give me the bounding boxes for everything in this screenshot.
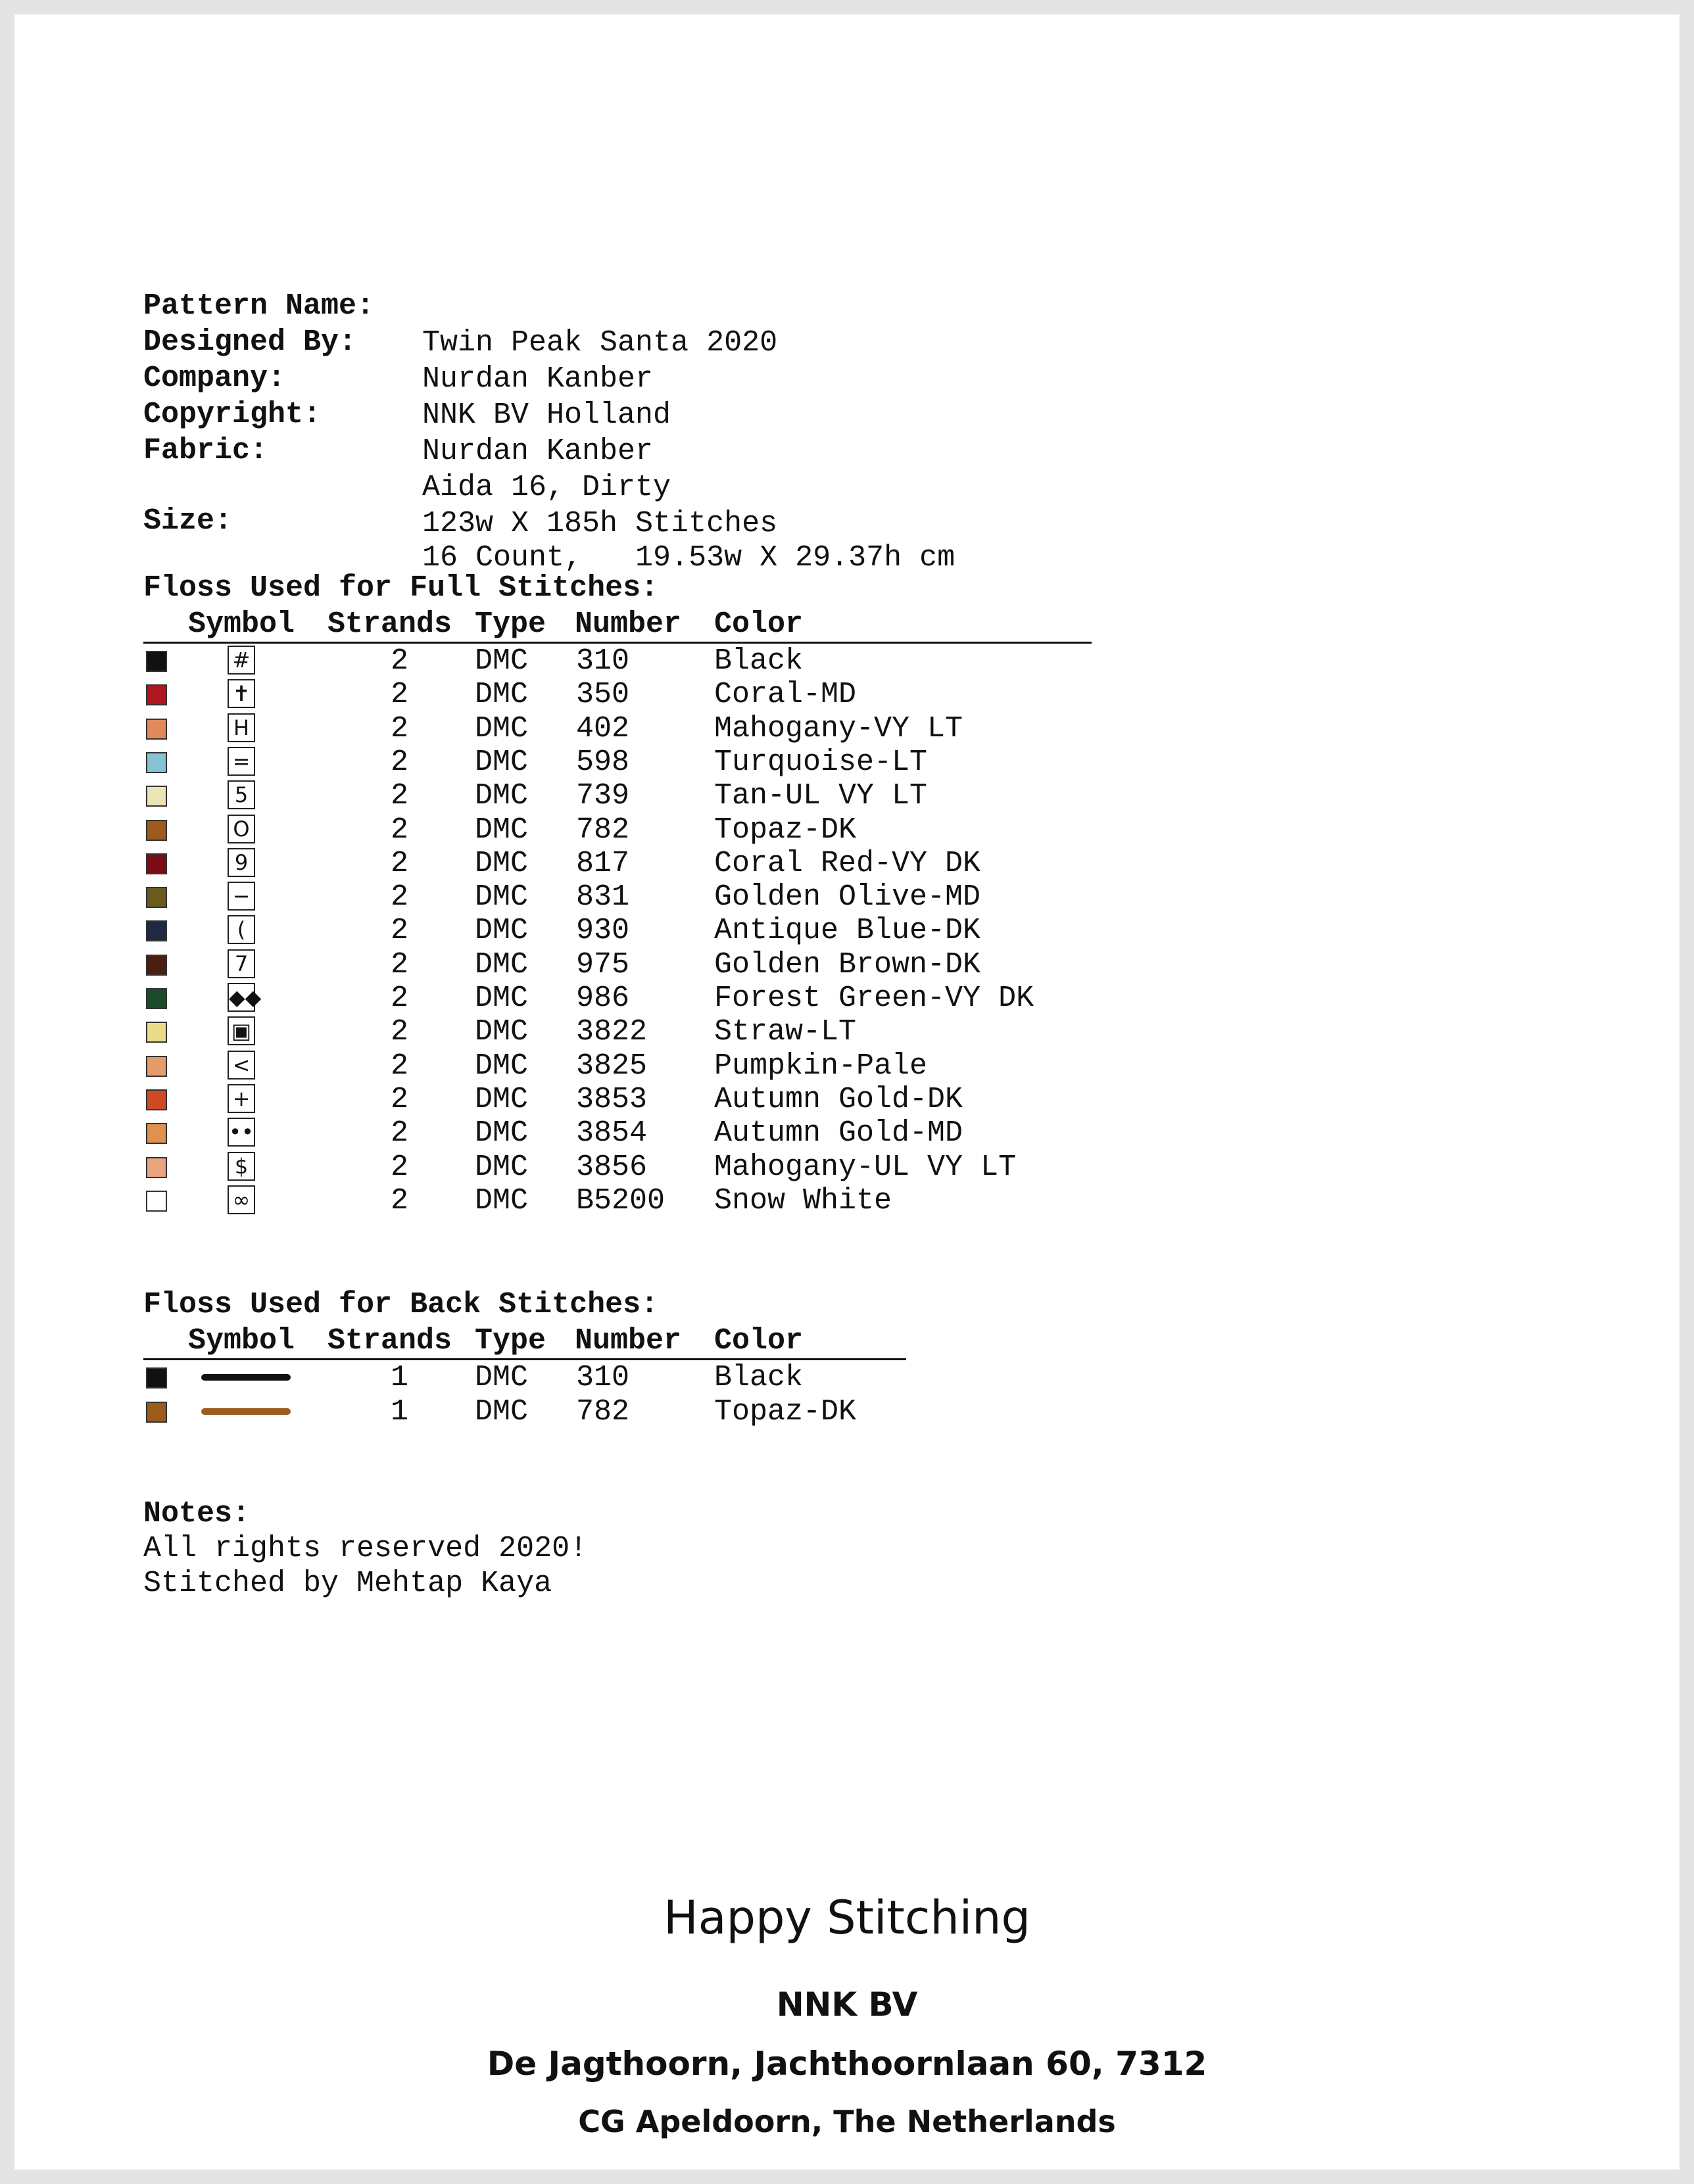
backstitch-line-icon	[201, 1408, 291, 1415]
stitch-symbol-icon: +	[228, 1084, 255, 1113]
floss-type: DMC	[475, 779, 529, 813]
floss-color: Tan-UL VY LT	[714, 779, 928, 813]
backstitch-line-icon	[201, 1374, 291, 1381]
floss-color: Golden Olive-MD	[714, 880, 981, 914]
header-strands: Strands	[327, 1324, 452, 1358]
floss-strands: 2	[391, 1116, 409, 1151]
floss-type: DMC	[475, 1116, 529, 1151]
color-swatch	[146, 1367, 167, 1389]
floss-row	[14, 914, 1132, 947]
floss-strands: 2	[391, 779, 409, 813]
stitch-symbol-icon: #	[228, 646, 255, 675]
header-number: Number	[575, 1324, 682, 1358]
info-value: NNK BV Holland	[422, 398, 671, 432]
color-swatch	[146, 887, 167, 908]
floss-type: DMC	[475, 1183, 529, 1218]
floss-row	[14, 712, 1132, 746]
floss-type: DMC	[475, 813, 529, 847]
stitch-symbol-icon: ▣	[228, 1016, 255, 1045]
floss-row	[14, 982, 1132, 1015]
info-value: Twin Peak Santa 2020	[422, 326, 778, 360]
floss-color: Coral-MD	[714, 678, 857, 712]
info-value: 123w X 185h Stitches	[422, 507, 778, 540]
floss-type: DMC	[475, 947, 529, 982]
floss-color: Coral Red-VY DK	[714, 846, 981, 880]
color-swatch	[146, 920, 167, 941]
floss-strands: 2	[391, 813, 409, 847]
floss-row	[14, 847, 1132, 880]
stitch-symbol-icon: 7	[228, 949, 255, 978]
stitch-symbol-icon: −	[228, 882, 255, 911]
floss-number: 817	[576, 846, 630, 880]
floss-strands: 2	[391, 644, 409, 678]
floss-number: 402	[576, 711, 630, 746]
floss-type: DMC	[475, 1150, 529, 1184]
floss-color: Autumn Gold-MD	[714, 1116, 963, 1151]
stitch-symbol-icon: 9	[228, 848, 255, 877]
floss-type: DMC	[475, 1082, 529, 1116]
header-rule	[143, 642, 1092, 644]
color-swatch	[146, 752, 167, 773]
info-label: Designed By:	[143, 325, 357, 359]
info-label: Pattern Name:	[143, 289, 375, 323]
floss-strands: 1	[391, 1395, 409, 1429]
floss-row	[14, 1151, 1132, 1184]
floss-number: 3853	[576, 1082, 648, 1116]
floss-type: DMC	[475, 914, 529, 948]
info-label: Fabric:	[143, 434, 268, 467]
floss-row	[14, 1184, 1132, 1218]
floss-strands: 2	[391, 947, 409, 982]
floss-type: DMC	[475, 846, 529, 880]
header-rule	[143, 1358, 906, 1360]
floss-color: Golden Brown-DK	[714, 947, 981, 982]
floss-number: 782	[576, 813, 630, 847]
floss-type: DMC	[475, 678, 529, 712]
floss-type: DMC	[475, 982, 529, 1015]
floss-color: Topaz-DK	[714, 813, 857, 847]
floss-number: 3822	[576, 1015, 648, 1049]
backstitch-row	[14, 1361, 1132, 1394]
info-value: Nurdan Kanber	[422, 435, 654, 468]
info-label: Copyright:	[143, 398, 322, 431]
color-swatch	[146, 820, 167, 841]
floss-color: Black	[714, 1361, 804, 1394]
floss-strands: 2	[391, 711, 409, 746]
floss-row	[14, 1049, 1132, 1083]
floss-color: Straw-LT	[714, 1015, 857, 1049]
color-swatch	[146, 1123, 167, 1144]
header-color: Color	[714, 1324, 804, 1358]
floss-color: Snow White	[714, 1183, 892, 1218]
info-value: Aida 16, Dirty	[422, 471, 671, 504]
floss-strands: 2	[391, 1015, 409, 1049]
floss-number: 310	[576, 644, 630, 678]
header-type: Type	[475, 607, 546, 641]
stitch-symbol-icon: =	[228, 747, 255, 776]
floss-number: 831	[576, 880, 630, 914]
stitch-symbol-icon: H	[228, 713, 255, 742]
color-swatch	[146, 786, 167, 807]
stitch-symbol-icon: ✝	[228, 679, 255, 708]
color-swatch	[146, 684, 167, 705]
stitch-symbol-icon: O	[228, 815, 255, 843]
floss-strands: 2	[391, 1183, 409, 1218]
pattern-sheet	[14, 14, 1680, 2170]
floss-type: DMC	[475, 1395, 529, 1429]
floss-color: Pumpkin-Pale	[714, 1049, 928, 1083]
floss-number: 3856	[576, 1150, 648, 1184]
floss-strands: 1	[391, 1361, 409, 1394]
full-stitches-title: Floss Used for Full Stitches:	[143, 571, 659, 605]
floss-number: 930	[576, 914, 630, 948]
floss-type: DMC	[475, 1015, 529, 1049]
header-symbol: Symbol	[188, 1324, 295, 1358]
color-swatch	[146, 853, 167, 874]
floss-strands: 2	[391, 1049, 409, 1083]
floss-row	[14, 1116, 1132, 1150]
color-swatch	[146, 1022, 167, 1043]
floss-color: Autumn Gold-DK	[714, 1082, 963, 1116]
color-swatch	[146, 1191, 167, 1212]
floss-strands: 2	[391, 678, 409, 712]
info-value: 16 Count, 19.53w X 29.37h cm	[422, 541, 956, 575]
floss-number: 986	[576, 982, 630, 1015]
stitch-symbol-icon: (	[228, 915, 255, 944]
floss-row	[14, 678, 1132, 711]
floss-row	[14, 948, 1132, 982]
floss-type: DMC	[475, 1049, 529, 1083]
floss-number: B5200	[576, 1183, 666, 1218]
stitch-symbol-icon: $	[228, 1152, 255, 1181]
info-label: Size:	[143, 504, 233, 538]
floss-strands: 2	[391, 982, 409, 1015]
notes-line: Stitched by Mehtap Kaya	[143, 1567, 552, 1600]
floss-strands: 2	[391, 914, 409, 948]
stitch-symbol-icon: <	[228, 1051, 255, 1080]
floss-color: Mahogany-VY LT	[714, 711, 963, 746]
floss-number: 739	[576, 779, 630, 813]
footer-tagline: Happy Stitching	[664, 1891, 1030, 1945]
floss-number: 3825	[576, 1049, 648, 1083]
notes-line: All rights reserved 2020!	[143, 1532, 588, 1565]
floss-row	[14, 813, 1132, 847]
header-color: Color	[714, 607, 804, 641]
color-swatch	[146, 1089, 167, 1110]
info-label: Company:	[143, 362, 286, 395]
floss-strands: 2	[391, 745, 409, 779]
floss-number: 975	[576, 947, 630, 982]
floss-row	[14, 746, 1132, 779]
stitch-symbol-icon: ••	[228, 1118, 255, 1147]
floss-type: DMC	[475, 711, 529, 746]
floss-type: DMC	[475, 644, 529, 678]
floss-strands: 2	[391, 1150, 409, 1184]
floss-strands: 2	[391, 880, 409, 914]
stitch-symbol-icon: ∞	[228, 1185, 255, 1214]
floss-number: 350	[576, 678, 630, 712]
floss-row	[14, 779, 1132, 813]
back-stitches-title: Floss Used for Back Stitches:	[143, 1288, 659, 1321]
footer-company: NNK BV	[776, 1985, 918, 2024]
header-symbol: Symbol	[188, 607, 295, 641]
header-number: Number	[575, 607, 682, 641]
floss-type: DMC	[475, 745, 529, 779]
floss-color: Topaz-DK	[714, 1395, 857, 1429]
info-value: Nurdan Kanber	[422, 362, 654, 396]
floss-type: DMC	[475, 1361, 529, 1394]
floss-number: 598	[576, 745, 630, 779]
floss-color: Antique Blue-DK	[714, 914, 981, 948]
floss-row	[14, 1083, 1132, 1116]
floss-color: Forest Green-VY DK	[714, 982, 1034, 1015]
floss-color: Turquoise-LT	[714, 745, 928, 779]
floss-number: 782	[576, 1395, 630, 1429]
stitch-symbol-icon: 5	[228, 780, 255, 809]
color-swatch	[146, 988, 167, 1009]
floss-strands: 2	[391, 1082, 409, 1116]
color-swatch	[146, 1402, 167, 1423]
color-swatch	[146, 1157, 167, 1178]
floss-type: DMC	[475, 880, 529, 914]
floss-color: Black	[714, 644, 804, 678]
floss-number: 3854	[576, 1116, 648, 1151]
color-swatch	[146, 651, 167, 672]
notes-title: Notes:	[143, 1497, 251, 1531]
floss-color: Mahogany-UL VY LT	[714, 1150, 1017, 1184]
color-swatch	[146, 1056, 167, 1077]
floss-strands: 2	[391, 846, 409, 880]
footer-address-line1: De Jagthoorn, Jachthoornlaan 60, 7312	[487, 2045, 1207, 2083]
color-swatch	[146, 955, 167, 976]
footer-address-line2: CG Apeldoorn, The Netherlands	[578, 2104, 1116, 2139]
stitch-symbol-icon: ◆◆	[228, 983, 255, 1012]
backstitch-row	[14, 1395, 1132, 1429]
floss-row	[14, 1015, 1132, 1049]
header-type: Type	[475, 1324, 546, 1358]
floss-row	[14, 880, 1132, 914]
color-swatch	[146, 719, 167, 740]
floss-number: 310	[576, 1361, 630, 1394]
floss-row	[14, 644, 1132, 678]
header-strands: Strands	[327, 607, 452, 641]
